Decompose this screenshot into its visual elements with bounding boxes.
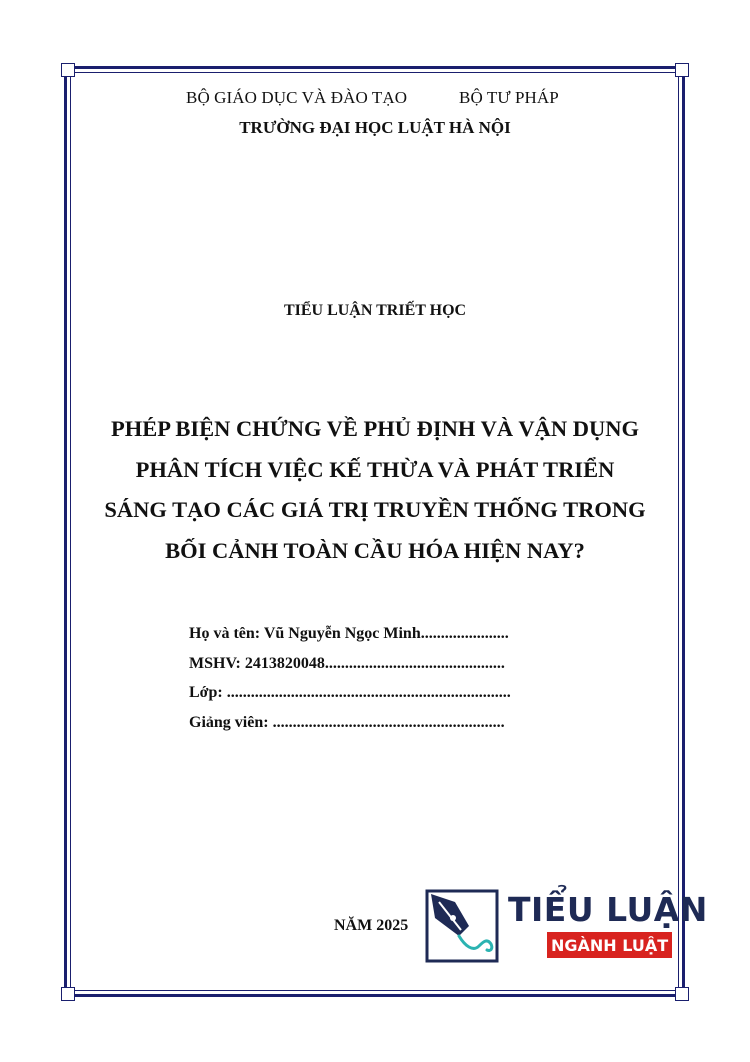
student-info bbox=[189, 619, 511, 737]
title-line: PHÂN TÍCH VIỆC KẾ THỪA VÀ PHÁT TRIỂN bbox=[135, 456, 615, 482]
lecturer: Giảng viên: .......................................................... bbox=[189, 713, 505, 731]
essay-type: TIỂU LUẬN TRIẾT HỌC bbox=[283, 302, 467, 319]
student-class: Lớp: ....................................................................... bbox=[189, 684, 511, 701]
fountain-pen-icon bbox=[425, 888, 501, 964]
title-line: BỐI CẢNH TOÀN CẦU HÓA HIỆN NAY? bbox=[165, 537, 585, 563]
logo-text-sub: NGÀNH LUẬT bbox=[547, 932, 672, 958]
year: NĂM 2025 bbox=[334, 917, 409, 934]
essay-title bbox=[0, 409, 750, 571]
ministry-education: BỘ GIÁO DỤC VÀ ĐÀO TẠO bbox=[186, 88, 408, 107]
student-name: Họ và tên: Vũ Nguyễn Ngọc Minh...................... bbox=[189, 625, 509, 642]
logo-text-main: TIỂU LUẬN bbox=[508, 890, 708, 929]
border-corner bbox=[675, 63, 689, 77]
ministry-justice: BỘ TƯ PHÁP bbox=[459, 88, 559, 107]
title-line: SÁNG TẠO CÁC GIÁ TRỊ TRUYỀN THỐNG TRONG bbox=[104, 497, 646, 522]
border-corner bbox=[61, 987, 75, 1001]
student-id: MSHV: 2413820048............................................. bbox=[189, 654, 505, 672]
title-line: PHÉP BIỆN CHỨNG VỀ PHỦ ĐỊNH VÀ VẬN DỤNG bbox=[111, 416, 639, 441]
border-corner bbox=[61, 63, 75, 77]
university-name: TRƯỜNG ĐẠI HỌC LUẬT HÀ NỘI bbox=[239, 118, 511, 137]
logo bbox=[425, 888, 708, 968]
border-corner bbox=[675, 987, 689, 1001]
